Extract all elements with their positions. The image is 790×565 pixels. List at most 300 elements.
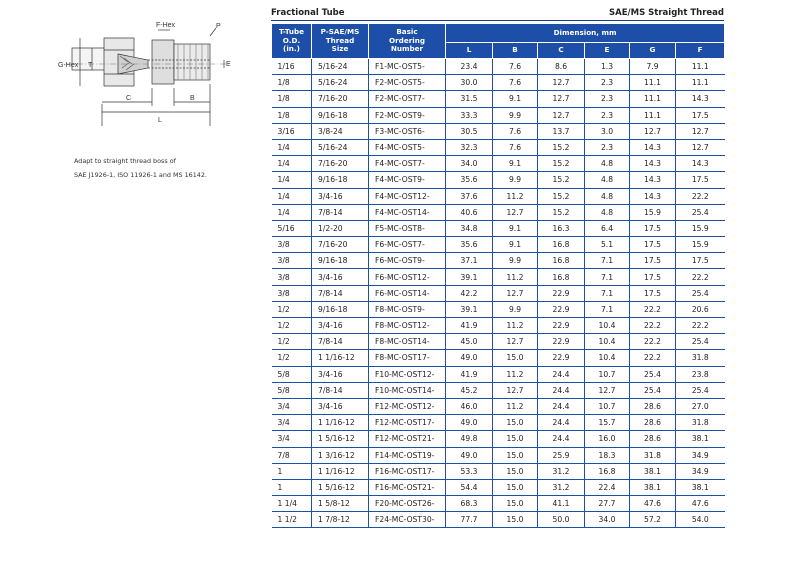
cell-l: 49.0 xyxy=(446,447,493,463)
b-label: B xyxy=(190,95,195,102)
cell-b: 15.0 xyxy=(493,512,538,528)
cell-g: 12.7 xyxy=(630,123,676,139)
cell-ordering-number: F20-MC-OST26- xyxy=(369,496,446,512)
cell-b: 7.6 xyxy=(493,139,538,155)
cell-f: 23.8 xyxy=(676,366,725,382)
cell-g: 47.6 xyxy=(630,496,676,512)
cell-ordering-number: F14-MC-OST19- xyxy=(369,447,446,463)
cell-l: 34.0 xyxy=(446,156,493,172)
cell-f: 14.3 xyxy=(676,156,725,172)
table-row xyxy=(272,123,725,139)
cell-thread-size: 5/16-24 xyxy=(312,59,369,75)
cell-c: 16.8 xyxy=(538,237,585,253)
cell-thread-size: 9/16-18 xyxy=(312,172,369,188)
cell-f: 38.1 xyxy=(676,431,725,447)
table-row xyxy=(272,463,725,479)
cell-ttube: 1 1/2 xyxy=(272,512,312,528)
cell-ordering-number: F8-MC-OST14- xyxy=(369,334,446,350)
l-label: L xyxy=(158,117,162,124)
table-row xyxy=(272,220,725,236)
cell-e: 4.8 xyxy=(585,204,630,220)
cell-g: 17.5 xyxy=(630,269,676,285)
cell-e: 10.7 xyxy=(585,398,630,414)
cell-f: 27.0 xyxy=(676,398,725,414)
cell-f: 34.9 xyxy=(676,463,725,479)
header-f: F xyxy=(676,43,725,59)
cell-e: 27.7 xyxy=(585,496,630,512)
table-row xyxy=(272,172,725,188)
cell-thread-size: 5/16-24 xyxy=(312,139,369,155)
table-row xyxy=(272,107,725,123)
cell-thread-size: 1 5/8-12 xyxy=(312,496,369,512)
cell-l: 77.7 xyxy=(446,512,493,528)
cell-g: 25.4 xyxy=(630,382,676,398)
cell-c: 16.8 xyxy=(538,253,585,269)
g-hex-label: G-Hex xyxy=(58,62,79,69)
cell-e: 4.8 xyxy=(585,188,630,204)
cell-c: 12.7 xyxy=(538,107,585,123)
cell-l: 41.9 xyxy=(446,366,493,382)
cell-c: 15.2 xyxy=(538,172,585,188)
section-subtitle: SAE/MS Straight Thread xyxy=(609,8,724,18)
cell-b: 11.2 xyxy=(493,188,538,204)
header-c: C xyxy=(538,43,585,59)
cell-ttube: 3/16 xyxy=(272,123,312,139)
cell-ordering-number: F12-MC-OST17- xyxy=(369,415,446,431)
cell-c: 22.9 xyxy=(538,334,585,350)
cell-c: 24.4 xyxy=(538,366,585,382)
cell-thread-size: 5/16-24 xyxy=(312,75,369,91)
table-row xyxy=(272,447,725,463)
p-label: P xyxy=(216,23,221,30)
cell-l: 34.8 xyxy=(446,220,493,236)
table-row xyxy=(272,59,725,75)
cell-g: 17.5 xyxy=(630,285,676,301)
cell-e: 7.1 xyxy=(585,269,630,285)
cell-ordering-number: F6-MC-OST14- xyxy=(369,285,446,301)
cell-g: 31.8 xyxy=(630,447,676,463)
cell-ttube: 1/2 xyxy=(272,334,312,350)
cell-c: 31.2 xyxy=(538,479,585,495)
table-row xyxy=(272,285,725,301)
table-row xyxy=(272,512,725,528)
cell-f: 11.1 xyxy=(676,75,725,91)
cell-thread-size: 3/8-24 xyxy=(312,123,369,139)
table-row xyxy=(272,156,725,172)
cell-ttube: 1/2 xyxy=(272,350,312,366)
cell-l: 39.1 xyxy=(446,269,493,285)
cell-g: 17.5 xyxy=(630,220,676,236)
cell-e: 7.1 xyxy=(585,253,630,269)
cell-ttube: 1/4 xyxy=(272,188,312,204)
cell-ordering-number: F16-MC-OST17- xyxy=(369,463,446,479)
section-title: Fractional Tube xyxy=(271,8,345,18)
cell-thread-size: 7/16-20 xyxy=(312,156,369,172)
cell-c: 25.9 xyxy=(538,447,585,463)
cell-c: 15.2 xyxy=(538,139,585,155)
cell-f: 20.6 xyxy=(676,301,725,317)
cell-g: 11.1 xyxy=(630,107,676,123)
cell-ordering-number: F2-MC-OST5- xyxy=(369,75,446,91)
table-row xyxy=(272,366,725,382)
cell-b: 15.0 xyxy=(493,463,538,479)
cell-g: 11.1 xyxy=(630,91,676,107)
table-row xyxy=(272,334,725,350)
cell-g: 14.3 xyxy=(630,188,676,204)
cell-l: 30.0 xyxy=(446,75,493,91)
cell-b: 9.9 xyxy=(493,301,538,317)
cell-ttube: 1/16 xyxy=(272,59,312,75)
cell-f: 31.8 xyxy=(676,415,725,431)
table-row xyxy=(272,91,725,107)
cell-e: 16.0 xyxy=(585,431,630,447)
cell-l: 45.2 xyxy=(446,382,493,398)
cell-g: 28.6 xyxy=(630,431,676,447)
cell-f: 15.9 xyxy=(676,237,725,253)
cell-thread-size: 3/4-16 xyxy=(312,188,369,204)
cell-l: 23.4 xyxy=(446,59,493,75)
cell-ordering-number: F3-MC-OST6- xyxy=(369,123,446,139)
cell-thread-size: 7/16-20 xyxy=(312,91,369,107)
cell-c: 16.3 xyxy=(538,220,585,236)
cell-ordering-number: F1-MC-OST5- xyxy=(369,59,446,75)
cell-g: 17.5 xyxy=(630,253,676,269)
cell-c: 12.7 xyxy=(538,91,585,107)
cell-ttube: 1/4 xyxy=(272,156,312,172)
cell-thread-size: 9/16-18 xyxy=(312,107,369,123)
cell-ordering-number: F6-MC-OST7- xyxy=(369,237,446,253)
cell-ttube: 3/8 xyxy=(272,237,312,253)
cell-e: 1.3 xyxy=(585,59,630,75)
cell-f: 17.5 xyxy=(676,107,725,123)
table-row xyxy=(272,382,725,398)
table-row xyxy=(272,479,725,495)
header-thread-size: P-SAE/MS Thread Size xyxy=(312,24,369,59)
note-line-2: SAE J1926-1, ISO 11926-1 and MS 16142. xyxy=(74,171,207,179)
cell-l: 31.5 xyxy=(446,91,493,107)
cell-e: 10.4 xyxy=(585,350,630,366)
cell-g: 38.1 xyxy=(630,463,676,479)
cell-thread-size: 3/4-16 xyxy=(312,366,369,382)
cell-b: 11.2 xyxy=(493,398,538,414)
cell-ttube: 1 1/4 xyxy=(272,496,312,512)
cell-l: 49.0 xyxy=(446,350,493,366)
cell-c: 24.4 xyxy=(538,431,585,447)
cell-l: 68.3 xyxy=(446,496,493,512)
header-g: G xyxy=(630,43,676,59)
cell-b: 12.7 xyxy=(493,334,538,350)
cell-g: 22.2 xyxy=(630,301,676,317)
cell-c: 24.4 xyxy=(538,382,585,398)
cell-ordering-number: F12-MC-OST21- xyxy=(369,431,446,447)
table-row xyxy=(272,253,725,269)
dimension-table xyxy=(271,23,725,528)
cell-e: 15.7 xyxy=(585,415,630,431)
cell-e: 10.7 xyxy=(585,366,630,382)
cell-thread-size: 7/8-14 xyxy=(312,285,369,301)
cell-l: 30.5 xyxy=(446,123,493,139)
cell-g: 15.9 xyxy=(630,204,676,220)
cell-b: 11.2 xyxy=(493,269,538,285)
cell-e: 7.1 xyxy=(585,301,630,317)
cell-ordering-number: F10-MC-OST12- xyxy=(369,366,446,382)
cell-g: 38.1 xyxy=(630,479,676,495)
cell-l: 37.1 xyxy=(446,253,493,269)
cell-ordering-number: F4-MC-OST12- xyxy=(369,188,446,204)
cell-g: 22.2 xyxy=(630,318,676,334)
t-label: T xyxy=(88,62,93,69)
cell-g: 14.3 xyxy=(630,156,676,172)
cell-e: 2.3 xyxy=(585,75,630,91)
cell-ttube: 3/4 xyxy=(272,415,312,431)
cell-c: 16.8 xyxy=(538,269,585,285)
table-row xyxy=(272,318,725,334)
cell-f: 31.8 xyxy=(676,350,725,366)
cell-thread-size: 9/16-18 xyxy=(312,253,369,269)
table-row xyxy=(272,350,725,366)
cell-ordering-number: F8-MC-OST17- xyxy=(369,350,446,366)
cell-b: 7.6 xyxy=(493,75,538,91)
cell-b: 9.1 xyxy=(493,237,538,253)
cell-ordering-number: F4-MC-OST14- xyxy=(369,204,446,220)
cell-thread-size: 7/16-20 xyxy=(312,237,369,253)
cell-l: 35.6 xyxy=(446,172,493,188)
cell-e: 7.1 xyxy=(585,285,630,301)
header-b: B xyxy=(493,43,538,59)
cell-b: 12.7 xyxy=(493,204,538,220)
cell-f: 47.6 xyxy=(676,496,725,512)
cell-f: 11.1 xyxy=(676,59,725,75)
cell-f: 17.5 xyxy=(676,172,725,188)
cell-ordering-number: F8-MC-OST12- xyxy=(369,318,446,334)
table-row xyxy=(272,496,725,512)
cell-b: 15.0 xyxy=(493,350,538,366)
cell-c: 15.2 xyxy=(538,188,585,204)
table-row xyxy=(272,75,725,91)
cell-g: 11.1 xyxy=(630,75,676,91)
cell-f: 22.2 xyxy=(676,318,725,334)
cell-g: 22.2 xyxy=(630,334,676,350)
note-line-1: Adapt to straight thread boss of xyxy=(74,157,176,165)
cell-ordering-number: F10-MC-OST14- xyxy=(369,382,446,398)
cell-b: 9.1 xyxy=(493,220,538,236)
cell-c: 22.9 xyxy=(538,350,585,366)
cell-ordering-number: F4-MC-OST7- xyxy=(369,156,446,172)
cell-f: 14.3 xyxy=(676,91,725,107)
header-dimension: Dimension, mm xyxy=(446,24,725,43)
cell-l: 49.8 xyxy=(446,431,493,447)
cell-ordering-number: F4-MC-OST5- xyxy=(369,139,446,155)
cell-b: 7.6 xyxy=(493,59,538,75)
cell-b: 15.0 xyxy=(493,447,538,463)
cell-thread-size: 3/4-16 xyxy=(312,269,369,285)
c-label: C xyxy=(126,95,132,102)
f-hex-label: F-Hex xyxy=(156,22,176,29)
cell-ordering-number: F2-MC-OST9- xyxy=(369,107,446,123)
cell-e: 6.4 xyxy=(585,220,630,236)
cell-g: 25.4 xyxy=(630,366,676,382)
cell-ordering-number: F2-MC-OST7- xyxy=(369,91,446,107)
cell-b: 11.2 xyxy=(493,366,538,382)
cell-thread-size: 1 7/8-12 xyxy=(312,512,369,528)
table-row xyxy=(272,431,725,447)
cell-l: 41.9 xyxy=(446,318,493,334)
cell-ordering-number: F6-MC-OST12- xyxy=(369,269,446,285)
cell-ttube: 1 xyxy=(272,463,312,479)
connector-drawing xyxy=(58,18,248,130)
table-row xyxy=(272,188,725,204)
cell-ordering-number: F8-MC-OST9- xyxy=(369,301,446,317)
cell-e: 22.4 xyxy=(585,479,630,495)
cell-b: 9.1 xyxy=(493,91,538,107)
cell-f: 12.7 xyxy=(676,139,725,155)
cell-ttube: 1/2 xyxy=(272,318,312,334)
cell-thread-size: 7/8-14 xyxy=(312,204,369,220)
cell-ttube: 1/4 xyxy=(272,204,312,220)
cell-thread-size: 1/2-20 xyxy=(312,220,369,236)
cell-g: 28.6 xyxy=(630,415,676,431)
cell-l: 42.2 xyxy=(446,285,493,301)
cell-ordering-number: F4-MC-OST9- xyxy=(369,172,446,188)
cell-e: 4.8 xyxy=(585,172,630,188)
cell-c: 22.9 xyxy=(538,285,585,301)
cell-ordering-number: F16-MC-OST21- xyxy=(369,479,446,495)
cell-ttube: 3/8 xyxy=(272,269,312,285)
cell-e: 2.3 xyxy=(585,107,630,123)
cell-e: 10.4 xyxy=(585,334,630,350)
table-row xyxy=(272,415,725,431)
table-row xyxy=(272,204,725,220)
cell-f: 22.2 xyxy=(676,269,725,285)
cell-thread-size: 1 5/16-12 xyxy=(312,479,369,495)
cell-ttube: 1/8 xyxy=(272,91,312,107)
cell-c: 41.1 xyxy=(538,496,585,512)
table-row xyxy=(272,301,725,317)
cell-f: 22.2 xyxy=(676,188,725,204)
cell-c: 31.2 xyxy=(538,463,585,479)
cell-f: 25.4 xyxy=(676,334,725,350)
cell-thread-size: 9/16-18 xyxy=(312,301,369,317)
cell-ttube: 3/8 xyxy=(272,285,312,301)
thread-note xyxy=(74,154,207,182)
cell-c: 15.2 xyxy=(538,156,585,172)
cell-ordering-number: F24-MC-OST30- xyxy=(369,512,446,528)
cell-l: 40.6 xyxy=(446,204,493,220)
cell-b: 15.0 xyxy=(493,496,538,512)
cell-ordering-number: F6-MC-OST9- xyxy=(369,253,446,269)
cell-g: 14.3 xyxy=(630,172,676,188)
table-row xyxy=(272,398,725,414)
cell-c: 22.9 xyxy=(538,301,585,317)
cell-c: 12.7 xyxy=(538,75,585,91)
cell-b: 15.0 xyxy=(493,479,538,495)
cell-ttube: 1/4 xyxy=(272,172,312,188)
cell-c: 24.4 xyxy=(538,415,585,431)
header-rule xyxy=(271,20,724,21)
cell-g: 14.3 xyxy=(630,139,676,155)
cell-ttube: 1/8 xyxy=(272,75,312,91)
cell-b: 9.9 xyxy=(493,172,538,188)
cell-l: 33.3 xyxy=(446,107,493,123)
cell-thread-size: 1 3/16-12 xyxy=(312,447,369,463)
cell-l: 53.3 xyxy=(446,463,493,479)
cell-f: 38.1 xyxy=(676,479,725,495)
cell-b: 9.9 xyxy=(493,253,538,269)
table-row xyxy=(272,269,725,285)
cell-e: 10.4 xyxy=(585,318,630,334)
cell-l: 32.3 xyxy=(446,139,493,155)
cell-thread-size: 1 1/16-12 xyxy=(312,350,369,366)
cell-f: 25.4 xyxy=(676,382,725,398)
cell-ttube: 3/8 xyxy=(272,253,312,269)
cell-f: 17.5 xyxy=(676,253,725,269)
cell-ttube: 1/2 xyxy=(272,301,312,317)
cell-thread-size: 7/8-14 xyxy=(312,382,369,398)
cell-e: 4.8 xyxy=(585,156,630,172)
cell-b: 11.2 xyxy=(493,318,538,334)
header-l: L xyxy=(446,43,493,59)
cell-f: 12.7 xyxy=(676,123,725,139)
cell-g: 7.9 xyxy=(630,59,676,75)
cell-f: 25.4 xyxy=(676,204,725,220)
cell-ttube: 1/4 xyxy=(272,139,312,155)
cell-b: 15.0 xyxy=(493,415,538,431)
cell-e: 12.7 xyxy=(585,382,630,398)
cell-e: 2.3 xyxy=(585,91,630,107)
cell-ttube: 5/8 xyxy=(272,382,312,398)
cell-thread-size: 3/4-16 xyxy=(312,398,369,414)
cell-l: 35.6 xyxy=(446,237,493,253)
cell-ttube: 5/8 xyxy=(272,366,312,382)
cell-ordering-number: F12-MC-OST12- xyxy=(369,398,446,414)
cell-c: 50.0 xyxy=(538,512,585,528)
cell-ttube: 7/8 xyxy=(272,447,312,463)
cell-g: 22.2 xyxy=(630,350,676,366)
cell-f: 25.4 xyxy=(676,285,725,301)
cell-thread-size: 7/8-14 xyxy=(312,334,369,350)
cell-c: 24.4 xyxy=(538,398,585,414)
cell-l: 37.6 xyxy=(446,188,493,204)
cell-l: 39.1 xyxy=(446,301,493,317)
cell-l: 49.0 xyxy=(446,415,493,431)
cell-b: 12.7 xyxy=(493,285,538,301)
cell-l: 45.0 xyxy=(446,334,493,350)
cell-b: 7.6 xyxy=(493,123,538,139)
table-body xyxy=(272,59,725,528)
cell-e: 5.1 xyxy=(585,237,630,253)
cell-b: 9.1 xyxy=(493,156,538,172)
cell-b: 12.7 xyxy=(493,382,538,398)
cell-thread-size: 1 1/16-12 xyxy=(312,415,369,431)
cell-e: 34.0 xyxy=(585,512,630,528)
cell-ordering-number: F5-MC-OST8- xyxy=(369,220,446,236)
cell-c: 8.6 xyxy=(538,59,585,75)
cell-thread-size: 3/4-16 xyxy=(312,318,369,334)
cell-f: 34.9 xyxy=(676,447,725,463)
cell-thread-size: 1 5/16-12 xyxy=(312,431,369,447)
header-ttube: T-Tube O.D. (in.) xyxy=(272,24,312,59)
cell-e: 16.8 xyxy=(585,463,630,479)
cell-ttube: 1/8 xyxy=(272,107,312,123)
cell-ttube: 5/16 xyxy=(272,220,312,236)
cell-l: 54.4 xyxy=(446,479,493,495)
cell-b: 9.9 xyxy=(493,107,538,123)
cell-ttube: 1 xyxy=(272,479,312,495)
cell-thread-size: 1 1/16-12 xyxy=(312,463,369,479)
cell-e: 3.0 xyxy=(585,123,630,139)
cell-b: 15.0 xyxy=(493,431,538,447)
cell-l: 46.0 xyxy=(446,398,493,414)
